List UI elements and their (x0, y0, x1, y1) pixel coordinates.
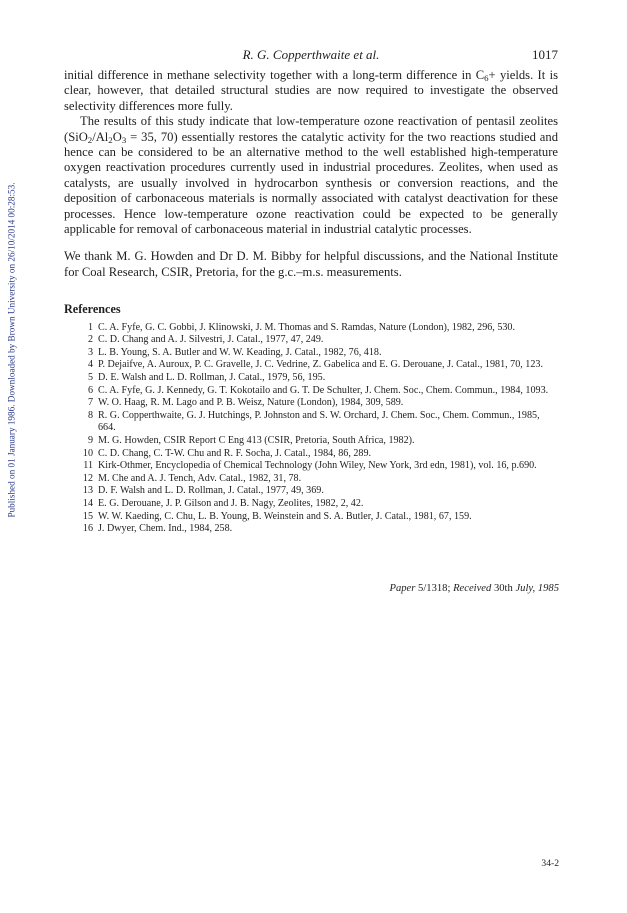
reference-number: 13 (82, 485, 93, 497)
reference-text: W. O. Haag, R. M. Lago and P. B. Weisz, Nature (London), 1984, 309, 589. (98, 397, 404, 409)
paper-id: 5/1318; (418, 583, 451, 594)
paper-label: Paper (389, 583, 416, 594)
paragraph-text: + yields. It is clear, however, that detailed structural studies are now required to investigate the observed selectivity differences more fully. (64, 68, 558, 113)
acknowledgement: We thank M. G. Howden and Dr D. M. Bibby for helpful discussions, and the National Institute for Coal Research, CSIR, Pretoria, for the g.c.–m.s. measurements. (64, 249, 558, 279)
reference-text: C. A. Fyfe, G. J. Kennedy, G. T. Kokotailo and G. T. De Schulter, J. Chem. Soc., Chem. Commun., 1984, 1093. (98, 384, 549, 396)
reference-item (64, 410, 558, 435)
reference-text: M. G. Howden, CSIR Report C Eng 413 (CSIR, Pretoria, South Africa, 1982). (98, 435, 415, 447)
reference-text: C. D. Chang, C. T-W. Chu and R. F. Socha, J. Catal., 1984, 86, 289. (98, 447, 372, 459)
paragraph-text: The results of this study indicate that low-temperature ozone reactivation of pentasil zeolites (SiO (64, 114, 558, 144)
page-header (64, 47, 558, 63)
reference-number: 14 (82, 498, 93, 509)
subscript: 2 (108, 134, 113, 145)
references-list (64, 322, 558, 536)
reference-item (64, 385, 558, 398)
received-date-day: 30th (493, 583, 513, 594)
reference-text: R. G. Copperthwaite, G. J. Hutchings, P. Johnston and S. W. Orchard, J. Chem. Soc., Chem. Commun., 1985, 664. (98, 409, 540, 434)
reference-text: M. Che and A. J. Tench, Adv. Catal., 1982, 31, 78. (98, 472, 302, 484)
reference-number: 15 (82, 510, 93, 522)
paragraph-continuation (64, 68, 558, 114)
subscript: 2 (87, 134, 93, 145)
reference-text: E. G. Derouane, J. P. Gilson and J. B. Nagy, Zeolites, 1982, 2, 42. (98, 498, 364, 509)
paragraph-text: initial difference in methane selectivity together with a long-term difference in C (64, 68, 485, 82)
reference-item (64, 448, 558, 461)
reference-number: 1 (87, 321, 93, 333)
reference-number: 4 (87, 359, 93, 371)
references-heading: References (64, 302, 121, 317)
paragraph-text: O (112, 129, 122, 144)
reference-item (64, 498, 558, 511)
reference-number: 11 (83, 460, 93, 472)
reference-item (64, 435, 558, 448)
reference-text: D. E. Walsh and L. D. Rollman, J. Catal., 1979, 56, 195. (98, 372, 326, 384)
reference-text: C. D. Chang and A. J. Silvestri, J. Catal., 1977, 47, 249. (98, 334, 324, 346)
download-notice-text: Published on 01 January 1986. Downloaded by Brown University on 26/10/2014 00:28:53. (7, 182, 18, 518)
reference-number: 12 (82, 472, 93, 484)
signature-mark: 34-2 (541, 858, 559, 869)
paragraph-text: /Al (92, 129, 109, 144)
reference-item (64, 460, 558, 473)
paper-received-line (389, 583, 559, 594)
reference-item (64, 359, 558, 372)
reference-number: 10 (82, 447, 93, 459)
reference-item (64, 372, 558, 385)
paragraph-text: = 35, 70) essentially restores the catalytic activity for the two reactions studied and hence can be considered to be an alternative method to the well established high-temperature oxygen reactivation procedures currently used in industrial procedures. Zeolites, when used as catalysts, are usually involved in hydrocarbon synthesis or conversion reactions, and the deposition of carbonaceous materials is normally associated with catalyst deactivation for these processes. Hence low-temperature ozone reactivation could be expected to be generally applicable for removal of carbonaceous material in industrial catalytic processes. (64, 129, 558, 237)
reference-number: 8 (87, 409, 93, 421)
reference-number: 2 (87, 334, 93, 346)
reference-text: P. Dejaifve, A. Auroux, P. C. Gravelle, J. C. Vedrine, Z. Gabelica and E. G. Derouane, J. Catal., 1981, 70, 123. (98, 359, 543, 371)
reference-text: C. A. Fyfe, G. C. Gobbi, J. Klinowski, J. M. Thomas and S. Ramdas, Nature (London), 1982, 296, 530. (98, 321, 516, 333)
page-number: 1017 (532, 47, 558, 62)
reference-text: J. Dwyer, Chem. Ind., 1984, 258. (98, 523, 233, 535)
reference-item (64, 473, 558, 486)
reference-number: 7 (87, 397, 93, 409)
reference-text: D. F. Walsh and L. D. Rollman, J. Catal., 1977, 49, 369. (98, 485, 324, 497)
subscript: 6 (484, 73, 489, 84)
reference-number: 16 (82, 523, 93, 535)
reference-item (64, 347, 558, 360)
reference-text: W. W. Kaeding, C. Chu, L. B. Young, B. Weinstein and S. A. Butler, J. Catal., 1981, 67, 159. (98, 510, 472, 522)
reference-number: 5 (87, 372, 93, 384)
reference-text: Kirk-Othmer, Encyclopedia of Chemical Technology (John Wiley, New York, 3rd edn, 1981), vol. 16, p.690. (98, 460, 537, 472)
reference-item (64, 322, 558, 335)
reference-item (64, 485, 558, 498)
reference-item (64, 334, 558, 347)
reference-item (64, 397, 558, 410)
received-date-rest: July, 1985 (512, 583, 559, 594)
reference-item (64, 523, 558, 536)
article-body (64, 68, 558, 536)
paragraph-results (64, 114, 558, 237)
reference-number: 9 (87, 435, 93, 447)
running-head: R. G. Copperthwaite et al. (242, 47, 380, 62)
reference-item (64, 511, 558, 524)
reference-number: 3 (87, 346, 93, 358)
subscript: 3 (121, 134, 127, 145)
reference-number: 6 (87, 384, 93, 396)
download-notice-sidebar (5, 120, 19, 580)
reference-text: L. B. Young, S. A. Butler and W. W. Keading, J. Catal., 1982, 76, 418. (98, 346, 382, 358)
received-label: Received (453, 583, 492, 594)
